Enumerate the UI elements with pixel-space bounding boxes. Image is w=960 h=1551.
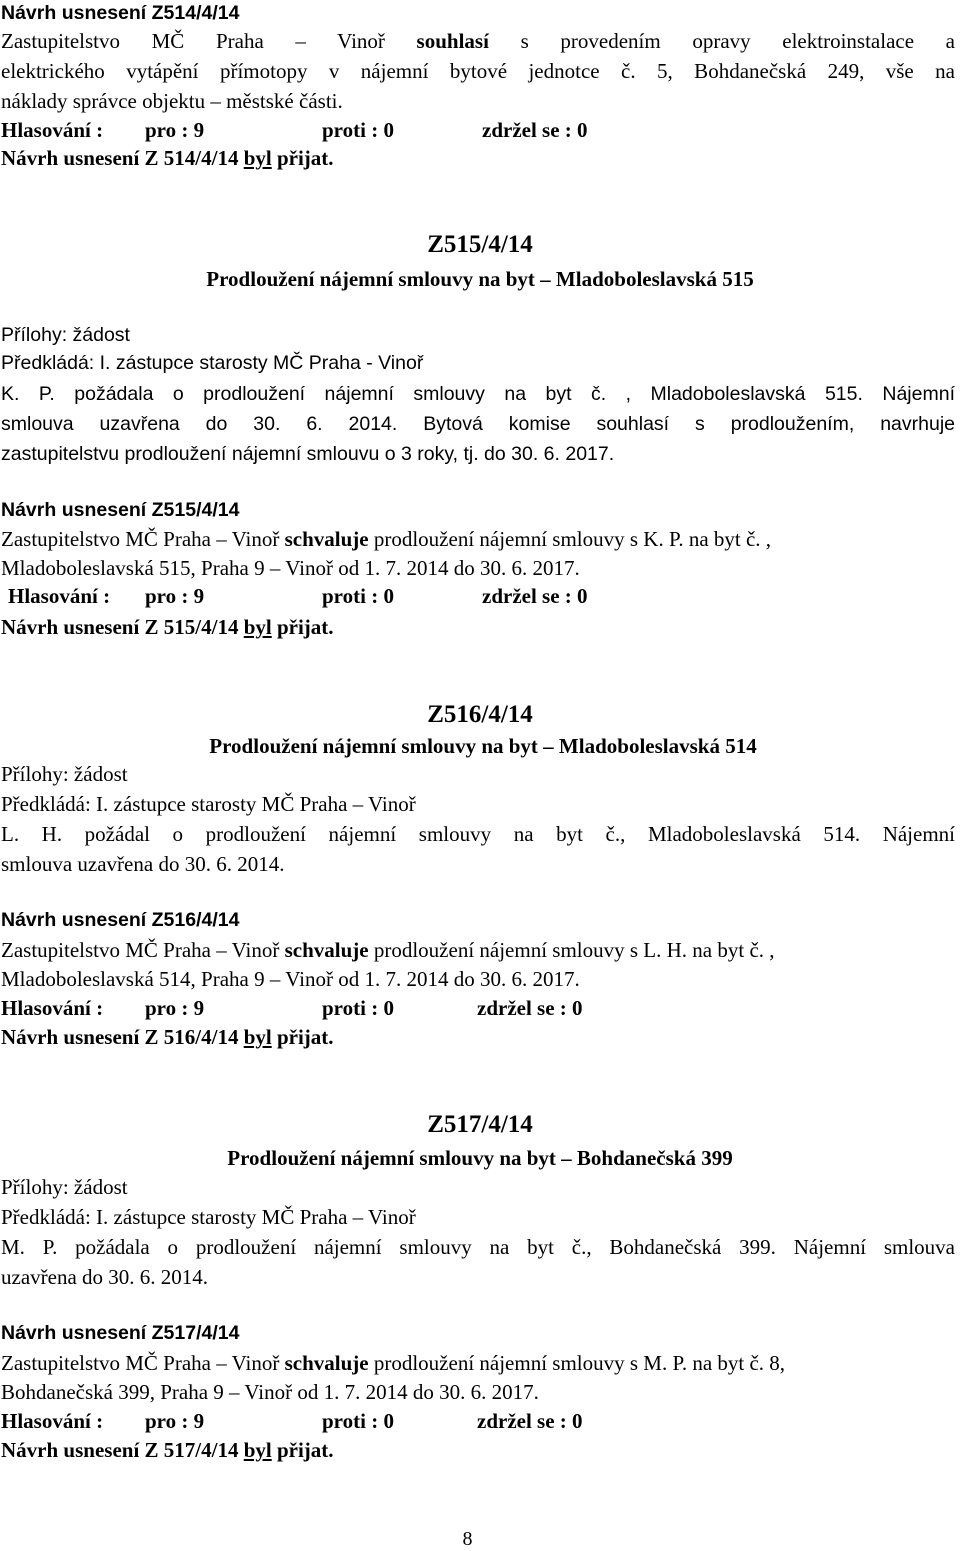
item-heading-z516: Prodloužení nájemní smlouvy na byt – Mladoboleslavská 514	[209, 734, 757, 758]
description-z515-line2: smlouva uzavřena do 30. 6. 2014. Bytová komise souhlasí s prodloužením, navrhuje	[1, 413, 955, 435]
resolution-title-z514: Návrh usnesení Z514/4/14	[1, 2, 240, 24]
resolution-text-z515-line2: Mladoboleslavská 515, Praha 9 – Vinoř od 1. 7. 2014 do 30. 6. 2017.	[1, 556, 580, 580]
item-heading-z515: Prodloužení nájemní smlouvy na byt – Mladoboleslavská 515	[206, 267, 754, 291]
description-z517-line1: M. P. požádala o prodloužení nájemní smlouvy na byt č., Bohdanečská 399. Nájemní smlouva	[1, 1235, 955, 1259]
resolution-text-z515-line1: Zastupitelstvo MČ Praha – Vinoř schvaluje prodloužení nájemní smlouvy s K. P. na byt č. ,	[1, 527, 772, 551]
result-z515: Návrh usnesení Z 515/4/14 byl přijat.	[1, 615, 334, 639]
vote-z515: Hlasování : pro : 9 proti : 0 zdržel se : 0	[8, 584, 588, 608]
description-z515-line3: zastupitelstvu prodloužení nájemní smlouvu o 3 roky, tj. do 30. 6. 2017.	[1, 443, 615, 465]
attachments-z515: Přílohy: žádost	[1, 324, 130, 346]
resolution-text-z514-line2: elektrického vytápění přímotopy v nájemní bytové jednotce č. 5, Bohdanečská 249, vše na	[1, 59, 955, 83]
presenter-z516: Předkládá: I. zástupce starosty MČ Praha – Vinoř	[1, 792, 416, 816]
description-z516-line1: L. H. požádal o prodloužení nájemní smlouvy na byt č., Mladoboleslavská 514. Nájemní	[1, 822, 955, 846]
presenter-z515: Předkládá: I. zástupce starosty MČ Praha - Vinoř	[1, 352, 424, 374]
attachments-z516: Přílohy: žádost	[1, 762, 128, 786]
attachments-z517: Přílohy: žádost	[1, 1175, 128, 1199]
result-z514: Návrh usnesení Z 514/4/14 byl přijat.	[1, 146, 334, 170]
description-z517-line2: uzavřena do 30. 6. 2014.	[1, 1265, 209, 1289]
page-number: 8	[462, 1528, 473, 1550]
item-heading-z517: Prodloužení nájemní smlouvy na byt – Bohdanečská 399	[227, 1146, 733, 1170]
resolution-text-z514-line3: náklady správce objektu – městské části.	[1, 89, 343, 113]
resolution-text-z514-line1: Zastupitelstvo MČ Praha – Vinoř souhlasí s provedením opravy elektroinstalace a	[1, 29, 955, 53]
description-z516-line2: smlouva uzavřena do 30. 6. 2014.	[1, 852, 285, 876]
resolution-title-z515: Návrh usnesení Z515/4/14	[1, 499, 240, 521]
item-code-z515: Z515/4/14	[427, 231, 533, 258]
resolution-text-z516-line2: Mladoboleslavská 514, Praha 9 – Vinoř od 1. 7. 2014 do 30. 6. 2017.	[1, 967, 580, 991]
vote-z514: Hlasování : pro : 9 proti : 0 zdržel se : 0	[1, 118, 588, 142]
resolution-text-z517-line2: Bohdanečská 399, Praha 9 – Vinoř od 1. 7. 2014 do 30. 6. 2017.	[1, 1380, 539, 1404]
resolution-text-z516-line1: Zastupitelstvo MČ Praha – Vinoř schvaluje prodloužení nájemní smlouvy s L. H. na byt č. ,	[1, 938, 775, 962]
resolution-title-z516: Návrh usnesení Z516/4/14	[1, 909, 240, 931]
presenter-z517: Předkládá: I. zástupce starosty MČ Praha – Vinoř	[1, 1205, 416, 1229]
resolution-title-z517: Návrh usnesení Z517/4/14	[1, 1322, 240, 1344]
result-z517: Návrh usnesení Z 517/4/14 byl přijat.	[1, 1438, 334, 1462]
vote-z516: Hlasování : pro : 9 proti : 0 zdržel se : 0	[1, 996, 583, 1020]
item-code-z516: Z516/4/14	[427, 701, 533, 728]
description-z515-line1: K. P. požádala o prodloužení nájemní smlouvy na byt č. , Mladoboleslavská 515. Nájemní	[1, 383, 955, 405]
resolution-text-z517-line1: Zastupitelstvo MČ Praha – Vinoř schvaluje prodloužení nájemní smlouvy s M. P. na byt č. 8,	[1, 1351, 786, 1375]
result-z516: Návrh usnesení Z 516/4/14 byl přijat.	[1, 1025, 334, 1049]
vote-z517: Hlasování : pro : 9 proti : 0 zdržel se : 0	[1, 1409, 583, 1433]
item-code-z517: Z517/4/14	[427, 1111, 533, 1138]
